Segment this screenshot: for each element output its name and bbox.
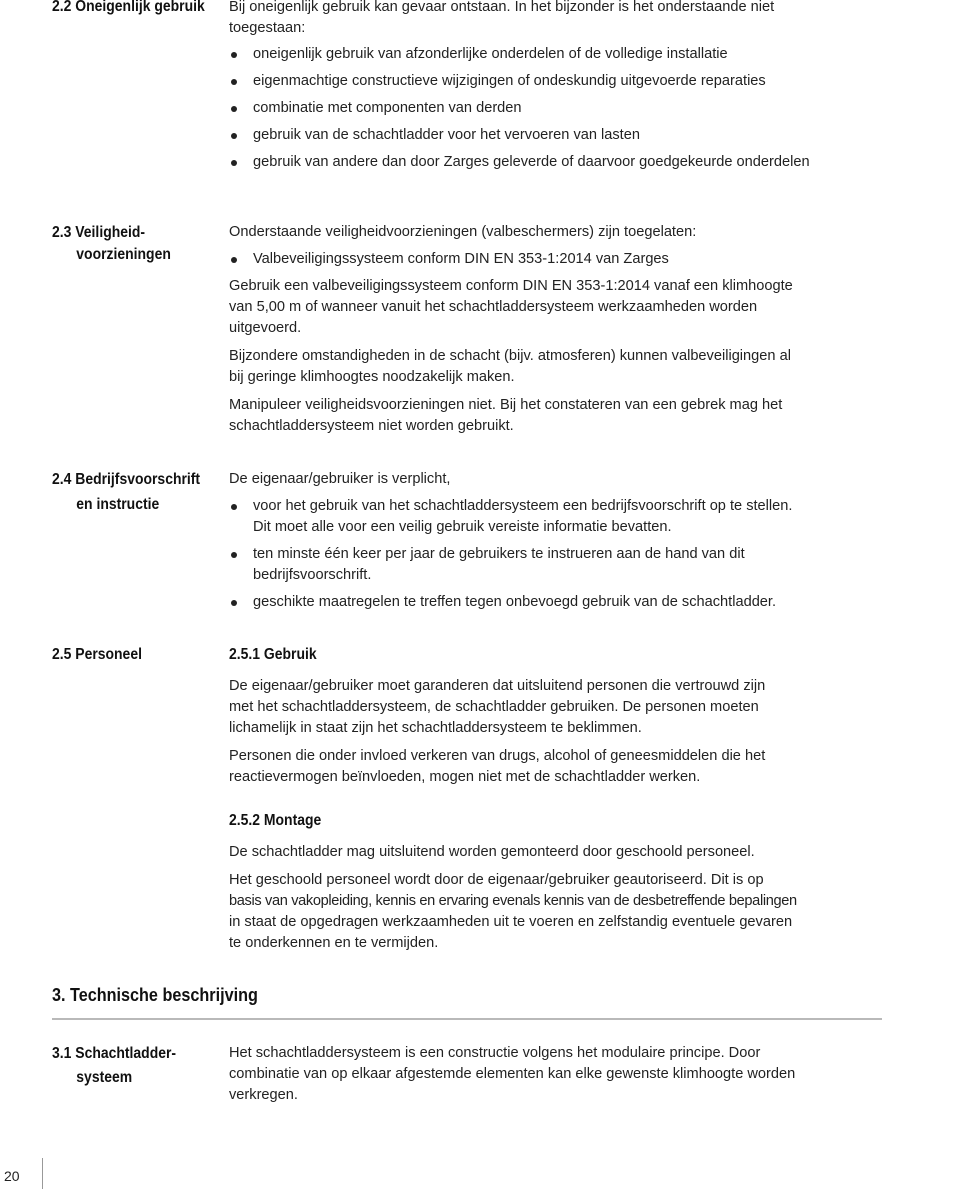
- section-2-2-heading: 2.2 Oneigenlijk gebruik: [52, 0, 205, 15]
- section-3-1-heading: 3.1 Schachtladder- systeem: [52, 1045, 177, 1086]
- list-item: gebruik van de schachtladder voor het vervoeren van lasten: [229, 125, 909, 146]
- section-3-1-body: Het schachtladdersysteem is een constructie volgens het modulaire principe. Door combinatie van op elkaar afgestemde elementen kan elke gewenste klimhoogte worden verkregen.: [229, 1045, 796, 1103]
- bullet-list: [229, 249, 909, 270]
- section-2-5-2-body: [229, 842, 909, 954]
- bullet-list: [229, 44, 909, 173]
- paragraph: Gebruik een valbeveiligingssysteem conform DIN EN 353-1:2014 vanaf een klimhoogte van 5,00 m of wanneer vanuit het schachtladdersysteem werkzaamheden worden uitgevoerd.: [229, 278, 793, 336]
- bullet-list: [229, 496, 909, 613]
- section-2-4-heading: 2.4 Bedrijfsvoorschrift en instructie: [52, 471, 201, 513]
- intro-line: De eigenaar/gebruiker is verplicht,: [229, 471, 451, 487]
- section-2-5-2-heading: 2.5.2 Montage: [229, 812, 322, 829]
- list-item: combinatie met componenten van derden: [229, 98, 909, 119]
- list-item: ten minste één keer per jaar de gebruikers te instrueren aan de hand van dit bedrijfsvoorschrift.: [229, 544, 909, 586]
- paragraph: Manipuleer veiligheidsvoorzieningen niet. Bij het constateren van een gebrek mag het schachtladdersysteem niet worden gebruikt.: [229, 397, 783, 434]
- chapter-divider: [52, 1018, 882, 1020]
- list-item: gebruik van andere dan door Zarges geleverde of daarvoor goedgekeurde onderdelen: [229, 152, 909, 173]
- intro-line: toegestaan:: [229, 20, 306, 36]
- paragraph: De schachtladder mag uitsluitend worden gemonteerd door geschoold personeel.: [229, 844, 755, 860]
- list-item: eigenmachtige constructieve wijzigingen of ondeskundig uitgevoerde reparaties: [229, 71, 909, 92]
- section-2-4-body: [229, 469, 909, 613]
- section-2-3-body: [229, 222, 909, 437]
- section-2-5-1-heading: 2.5.1 Gebruik: [229, 646, 317, 663]
- list-item: oneigenlijk gebruik van afzonderlijke onderdelen of de volledige installatie: [229, 44, 909, 65]
- intro-line: Bij oneigenlijk gebruik kan gevaar ontstaan. In het bijzonder is het onderstaande niet: [229, 0, 775, 15]
- paragraph: Personen die onder invloed verkeren van drugs, alcohol of geneesmiddelen die het reactievermogen beïnvloeden, mogen niet met de schachtladder werken.: [229, 748, 766, 785]
- paragraph: Het geschoold personeel wordt door de eigenaar/gebruiker geautoriseerd. Dit is op basis van vakopleiding, kennis en ervaring evenals kennis van de desbetreffende bepalingen in staat de opgedragen werkzaamheden uit te voeren en zelfstandig eventuele gevaren te onderkennen en te vermijden.: [229, 872, 797, 951]
- section-2-5-heading: 2.5 Personeel: [52, 646, 142, 663]
- page-number: 20: [4, 1168, 20, 1184]
- list-item: geschikte maatregelen te treffen tegen onbevoegd gebruik van de schachtladder.: [229, 592, 909, 613]
- section-2-3-heading: 2.3 Veiligheid- voorzieningen: [52, 224, 171, 263]
- chapter-3-heading: 3. Technische beschrijving: [52, 985, 258, 1005]
- page-number-rule: [42, 1158, 43, 1189]
- list-item: voor het gebruik van het schachtladdersysteem een bedrijfsvoorschrift op te stellen. Dit moet alle voor een veilig gebruik vereiste informatie bevatten.: [229, 496, 909, 538]
- paragraph: Bijzondere omstandigheden in de schacht (bijv. atmosferen) kunnen valbeveiligingen al bij geringe klimhoogtes noodzakelijk maken.: [229, 348, 791, 385]
- section-2-2-body: [229, 0, 909, 173]
- paragraph: De eigenaar/gebruiker moet garanderen dat uitsluitend personen die vertrouwd zijn met het schachtladdersysteem, de schachtladder gebruiken. De personen moeten lichamelijk in staat zijn het schachtladdersysteem te beklimmen.: [229, 678, 766, 736]
- section-2-5-1-body: [229, 676, 909, 788]
- list-item: Valbeveiligingssysteem conform DIN EN 353-1:2014 van Zarges: [229, 249, 909, 270]
- intro-line: Onderstaande veiligheidvoorzieningen (valbeschermers) zijn toegelaten:: [229, 224, 697, 240]
